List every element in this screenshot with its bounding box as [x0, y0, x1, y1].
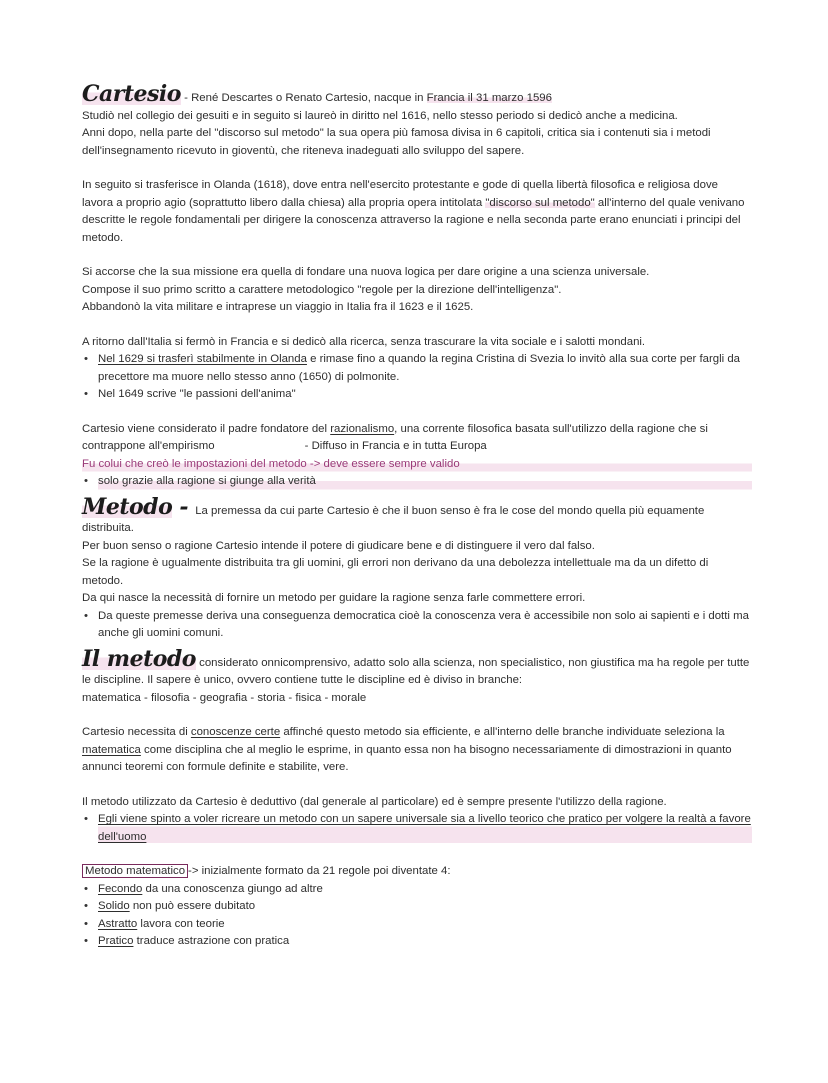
cartesio-title-line [82, 81, 752, 108]
bullet-list-truth [82, 473, 752, 491]
bullet-list-life [82, 351, 752, 404]
rationalism-text-a: Cartesio viene considerato il padre fondatore del [82, 422, 331, 435]
para-deductive: Il metodo utilizzato da Cartesio è deduttivo (dal generale al particolare) ed è sempre presente l'utilizzo della ragione. [82, 795, 667, 808]
rule-desc: non può essere dubitato [129, 900, 256, 912]
mathematical-method-text: -> inizialmente formato da 21 regole poi diventate 4: [188, 865, 451, 877]
list-item [98, 898, 752, 916]
list-item: • Nel 1649 scrive "le passioni dell'anima" [98, 386, 752, 404]
rule-term: Astratto [98, 917, 138, 930]
heading-dash: - [172, 493, 196, 520]
para-rationalism [82, 421, 752, 456]
mathematical-method-line [82, 863, 752, 881]
list-item [98, 933, 752, 951]
rule-term: Pratico [98, 935, 134, 947]
il-metodo-title-line [82, 645, 752, 690]
para-discourse: Anni dopo, nella parte del "discorso sul metodo" la sua opera più famosa divisa in 6 capitoli, critica sia i contenuti sia i metodi dell'insegnamento ricevuto in gioventù, che riteneva inadeguati allo sviluppo del sapere. [82, 127, 711, 157]
holland-text-a: In seguito si trasferisce in Olanda (1618), dove entra nell'esercito protestante e gode di quella libertà filosofica e religiosa dove lavora a proprio agio (soprattutto libero dalla chiesa) alla propria opera intitolata [82, 179, 718, 209]
heading-il-metodo: Il metodo [82, 645, 196, 672]
certain-knowledge-underline: conoscenze certe [190, 726, 281, 738]
intro-text: - René Descartes o Renato Cartesio, nacque in [184, 92, 427, 104]
mathematics-underline: matematica [82, 743, 141, 756]
para-education: Studiò nel collegio dei gesuiti e in seguito si laureò in diritto nel 1616, nello stesso periodo si dedicò anche a medicina. [82, 109, 678, 122]
list-item: • Egli viene spinto a voler ricreare un metodo con un sapere universale sia a livello teorico che pratico per volgere la realtà a favore dell'uomo [98, 811, 752, 846]
para-return: A ritorno dall'Italia si fermò in Francia e si dedicò alla ricerca, senza trascurare la vita sociale e i salotti mondani. [82, 335, 646, 348]
para-good-sense: Per buon senso o ragione Cartesio intende il potere di giudicare bene e di distinguere il vero dal falso. [82, 539, 595, 552]
certain-text-c: come disciplina che al meglio le esprime, in quanto essa non ha bisogno necessariamente di dimostrazioni in quanto annunci teoremi con formule definite e stabilite, vere. [82, 743, 732, 773]
rule-term: Fecondo [98, 882, 143, 895]
para-necessity: Da qui nasce la necessità di fornire un metodo per guidare la ragione senza farle commettere errori. [82, 592, 586, 604]
bullet-text: e rimase fino a quando la regina Cristina di Svezia lo invitò alla sua corte per fargli da precettore ma muore nello stesso anno (1650) di polmonite. [98, 353, 741, 383]
para-first-writing: Compose il suo primo scritto a carattere metodologico "regole per la direzione dell'intelligenza". [82, 283, 562, 296]
rule-term: Solido [98, 900, 130, 912]
certain-text-a: Cartesio necessita di [82, 726, 191, 738]
rationalism-text-b: , una corrente filosofica basata sull'utilizzo della ragione che si contrappone all'empirismo [82, 422, 708, 452]
discourse-highlight: "discorso sul metodo" [485, 196, 595, 209]
rule-desc: da una conoscenza giungo ad altre [142, 882, 323, 895]
para-errors: Se la ragione è ugualmente distribuita tra gli uomini, gli errori non derivano da una debolezza intellettuale ma da un difetto di metodo. [82, 557, 709, 587]
metodo-title-line [82, 493, 752, 538]
para-method-settings: Fu colui che creò le impostazioni del metodo -> deve essere sempre valido [82, 456, 752, 474]
rule-desc: lavora con teorie [137, 917, 225, 930]
notes-content [82, 81, 752, 951]
list-item: • Da queste premesse deriva una conseguenza democratica cioè la conoscenza vera è accessibile non solo ai sapienti e i dotti ma anche gli uomini comuni. [98, 608, 752, 643]
certain-text-b: affinché questo metodo sia efficiente, e all'interno delle branche individuate seleziona la [280, 726, 725, 738]
para-mission: Si accorse che la sua missione era quella di fondare una nuova logica per dare origine a una scienza universale. [82, 266, 650, 278]
heading-cartesio: Cartesio [82, 81, 181, 107]
para-comprehensive: considerato onnicomprensivo, adatto solo alla scienza, non specialistico, non giustifica ma ha regole per tutte le discipline. Il sapere è unico, ovvero contiene tutte le discipline ed è diviso in branche: [82, 656, 750, 686]
list-item [98, 351, 752, 386]
list-item [98, 916, 752, 934]
holland-text-b: all'interno del quale venivano descritte le regole fondamentali per dirigere la conoscenza attraverso la ragione e nella seconda parte erano enunciati i principi del metodo. [82, 196, 745, 244]
list-item: • solo grazie alla ragione si giunge alla verità [98, 473, 752, 491]
birth-date-highlight: Francia il 31 marzo 1596 [426, 92, 552, 104]
rule-desc: traduce astrazione con pratica [133, 935, 290, 947]
rules-list [82, 881, 752, 951]
holland-underline: Nel 1629 si trasferì stabilmente in Olanda [98, 353, 307, 365]
rationalism-underline: razionalismo [330, 422, 395, 435]
list-item [98, 881, 752, 899]
para-certain-knowledge [82, 724, 752, 777]
para-holland [82, 177, 752, 247]
bullet-list-democratic [82, 608, 752, 643]
diffusion-note: - Diffuso in Francia e in tutta Europa [304, 440, 487, 452]
para-common-sense: La premessa da cui parte Cartesio è che il buon senso è fra le cose del mondo quella più equamente distribuita. [82, 504, 705, 534]
heading-metodo: Metodo [82, 493, 173, 520]
bullet-list-universal [82, 811, 752, 846]
para-branches: matematica - filosofia - geografia - storia - fisica - morale [82, 691, 367, 704]
para-italy: Abbandonò la vita militare e intraprese un viaggio in Italia fra il 1623 e il 1625. [82, 301, 474, 313]
mathematical-method-box: Metodo matematico [82, 864, 188, 878]
